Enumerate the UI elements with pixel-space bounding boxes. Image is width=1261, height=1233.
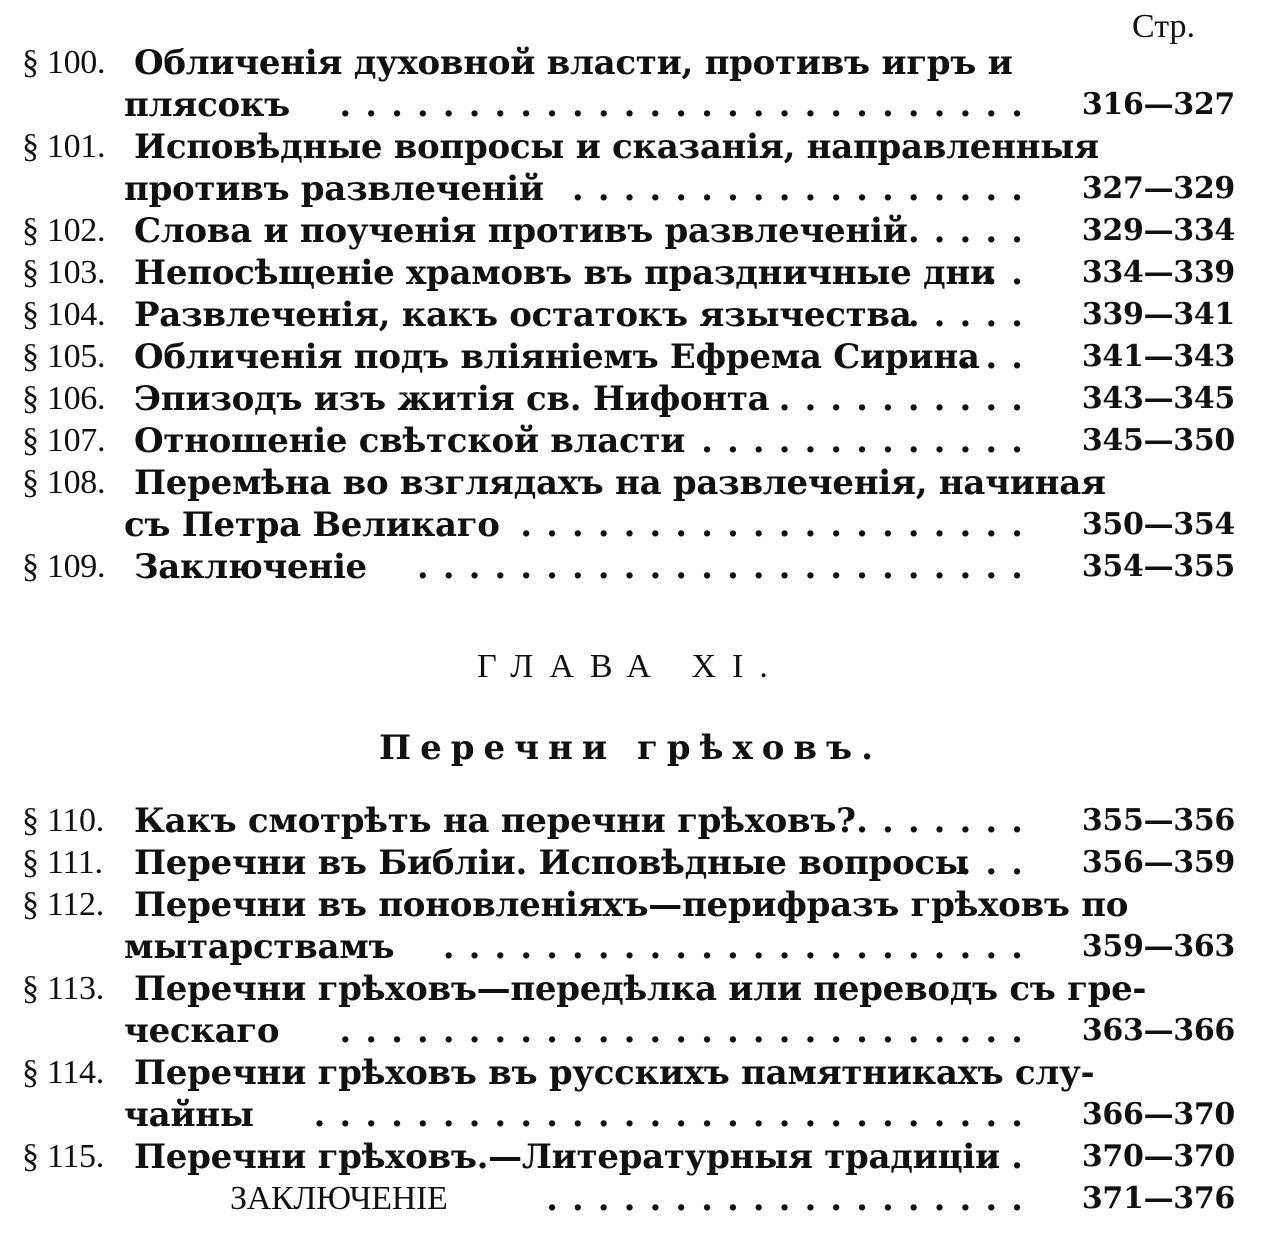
section-number: § 113. <box>22 970 104 1007</box>
dot-leader: ............. <box>701 421 1037 461</box>
dot-leader: ................... <box>546 1179 1037 1219</box>
section-number: § 108. <box>22 464 106 501</box>
section-number: § 107. <box>22 422 106 459</box>
dot-leader: .......... <box>778 379 1037 419</box>
toc-entry <box>0 1136 1261 1178</box>
section-title: ческаго <box>124 1011 280 1051</box>
page-range: 327—329 <box>1081 171 1235 206</box>
conclusion-title: ЗАКЛЮЧЕНІЕ <box>230 1180 448 1217</box>
toc-entry <box>0 800 1261 842</box>
toc-entry-line <box>0 462 1261 504</box>
section-title: Перечни въ поновленіяхъ—перифразъ грѣховъ по <box>134 885 1129 925</box>
section-number: § 114. <box>22 1054 104 1091</box>
page-range: 316—327 <box>1081 87 1235 122</box>
dot-leader: ........................ <box>416 547 1037 587</box>
section-title: Перемѣна во взглядахъ на развлеченія, начиная <box>134 463 1106 503</box>
toc-entry-line <box>0 336 1261 378</box>
toc-entry-line <box>0 252 1261 294</box>
page-range: 350—354 <box>1081 507 1235 542</box>
toc-entry <box>0 336 1261 378</box>
dot-leader: ....................... <box>442 927 1037 967</box>
dot-leader: ........................... <box>339 85 1037 125</box>
section-title: Какъ смотрѣть на перечни грѣховъ? <box>134 801 856 841</box>
page-range: 363—366 <box>1081 1013 1235 1048</box>
section-number: § 104. <box>22 296 106 333</box>
section-title: Перечни въ Библіи. Исповѣдные вопросы <box>134 843 969 883</box>
toc-entry-line <box>0 504 1261 546</box>
section-number: § 100. <box>22 44 106 81</box>
page-range: 371—376 <box>1081 1181 1235 1216</box>
toc-entry <box>0 42 1261 126</box>
dot-leader: ... <box>959 337 1037 377</box>
toc-entry-line <box>0 1052 1261 1094</box>
page-range: 370—370 <box>1081 1139 1235 1174</box>
dot-leader: ... <box>959 843 1037 883</box>
section-title: Перечни грѣховъ въ русскихъ памятникахъ слу- <box>134 1053 1095 1093</box>
section-title: Перечни грѣховъ.—Литературныя традиціи <box>134 1137 1000 1177</box>
page-range: 343—345 <box>1081 381 1235 416</box>
toc-entry <box>0 462 1261 546</box>
section-number: § 115. <box>22 1138 104 1175</box>
toc-entry <box>0 546 1261 588</box>
toc-entry <box>0 420 1261 462</box>
toc-entry-line <box>0 294 1261 336</box>
toc-entry <box>0 210 1261 252</box>
toc-entry-line <box>0 42 1261 84</box>
toc-list-chapter-x <box>0 42 1261 588</box>
page-range: 334—339 <box>1081 255 1235 290</box>
section-number: § 105. <box>22 338 106 375</box>
chapter-title: ГЛАВА XI. <box>477 648 784 685</box>
toc-entry-line <box>0 926 1261 968</box>
toc-entry <box>0 126 1261 210</box>
toc-entry-conclusion <box>0 1178 1261 1220</box>
toc-entry-line <box>0 884 1261 926</box>
section-title: мытарствамъ <box>124 927 395 967</box>
section-title: Непосѣщеніе храмовъ въ праздничные дни <box>134 253 995 293</box>
toc-entry-line <box>0 210 1261 252</box>
section-number: § 102. <box>22 212 106 249</box>
dot-leader: ..... <box>907 211 1037 251</box>
section-title: Отношеніе свѣтской власти <box>134 421 686 461</box>
toc-list-chapter-xi <box>0 800 1261 1220</box>
page-range: 355—356 <box>1081 803 1235 838</box>
section-number: § 103. <box>22 254 106 291</box>
page-range: 341—343 <box>1081 339 1235 374</box>
toc-entry-line <box>0 84 1261 126</box>
section-title: Обличенія духовной власти, противъ игръ и <box>134 43 1013 83</box>
section-number: § 106. <box>22 380 106 417</box>
section-title: Эпизодъ изъ житія св. Нифонта <box>134 379 770 419</box>
page-column-header: Стр. <box>1132 8 1196 45</box>
toc-entry-line <box>0 546 1261 588</box>
toc-entry-line <box>0 1178 1261 1220</box>
chapter-subtitle: Перечни грѣховъ. <box>379 728 882 768</box>
page-range: 339—341 <box>1081 297 1235 332</box>
section-number: § 110. <box>22 802 104 839</box>
page-range: 329—334 <box>1081 213 1235 248</box>
toc-entry-line <box>0 968 1261 1010</box>
section-title: Перечни грѣховъ—передѣлка или переводъ съ гре- <box>134 969 1147 1009</box>
toc-entry-line <box>0 842 1261 884</box>
dot-leader: .. <box>985 1137 1037 1177</box>
section-number: § 109. <box>22 548 106 585</box>
dot-leader: ..... <box>907 295 1037 335</box>
dot-leader: .................... <box>520 505 1037 545</box>
dot-leader: ............................ <box>313 1095 1037 1135</box>
toc-entry <box>0 968 1261 1052</box>
section-number: § 101. <box>22 128 106 165</box>
section-title: Слова и поученія противъ развлеченій <box>134 211 908 251</box>
toc-entry-line <box>0 378 1261 420</box>
dot-leader: ....... <box>856 801 1037 841</box>
page-range: 354—355 <box>1081 549 1235 584</box>
dot-leader: ........................... <box>339 1011 1037 1051</box>
section-number: § 111. <box>22 844 103 881</box>
section-title: плясокъ <box>124 85 290 125</box>
toc-entry <box>0 378 1261 420</box>
section-title: чайны <box>124 1095 254 1135</box>
section-title: Обличенія подъ вліяніемъ Ефрема Сирина <box>134 337 980 377</box>
section-title: съ Петра Великаго <box>124 505 500 545</box>
toc-entry-line <box>0 1136 1261 1178</box>
dot-leader: .................. <box>571 169 1037 209</box>
section-number: § 112. <box>22 886 104 923</box>
section-title: Исповѣдные вопросы и сказанія, направленныя <box>134 127 1099 167</box>
toc-entry-line <box>0 800 1261 842</box>
dot-leader: .. <box>985 253 1037 293</box>
toc-entry <box>0 842 1261 884</box>
toc-entry-line <box>0 420 1261 462</box>
toc-entry-line <box>0 168 1261 210</box>
page-range: 356—359 <box>1081 845 1235 880</box>
toc-entry <box>0 884 1261 968</box>
toc-entry-line <box>0 126 1261 168</box>
section-title: противъ развлеченій <box>124 169 544 209</box>
toc-entry <box>0 294 1261 336</box>
toc-entry-line <box>0 1010 1261 1052</box>
toc-entry <box>0 252 1261 294</box>
page-range: 366—370 <box>1081 1097 1235 1132</box>
page-range: 345—350 <box>1081 423 1235 458</box>
toc-entry-line <box>0 1094 1261 1136</box>
section-title: Заключеніе <box>134 547 367 587</box>
toc-entry <box>0 1052 1261 1136</box>
page-range: 359—363 <box>1081 929 1235 964</box>
section-title: Развлеченія, какъ остатокъ язычества <box>134 295 912 335</box>
